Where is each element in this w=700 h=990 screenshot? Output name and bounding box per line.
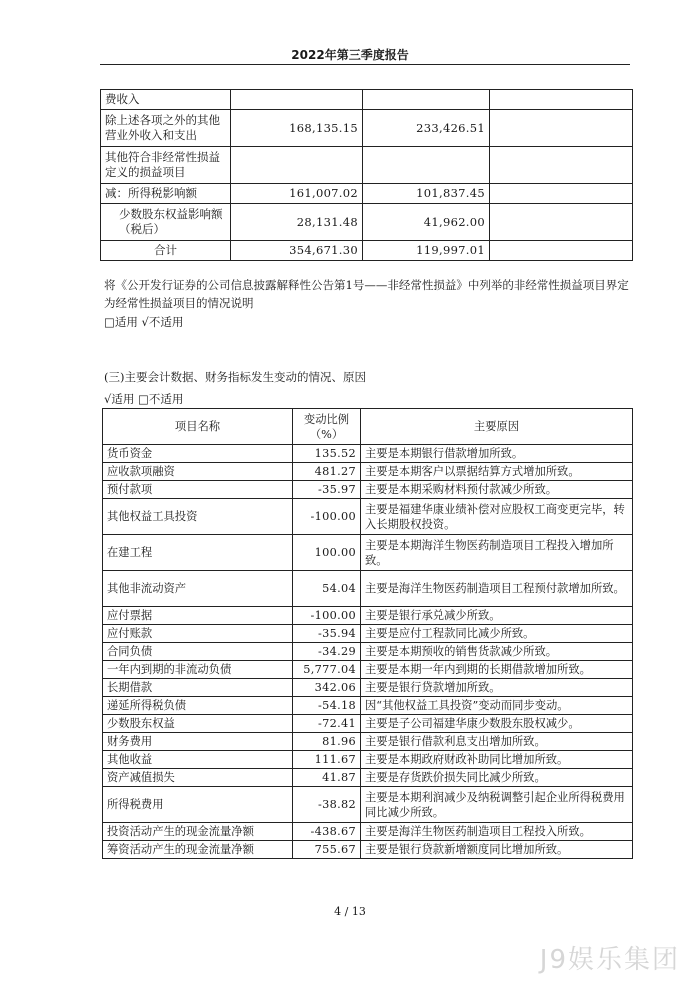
change-ratio-cell: -72.41 bbox=[293, 715, 361, 733]
reason-cell: 主要是银行贷款增加所致。 bbox=[361, 679, 633, 697]
table-row bbox=[103, 643, 633, 661]
item-name-cell: 其他收益 bbox=[103, 751, 293, 769]
row-label: 减：所得税影响额 bbox=[101, 184, 231, 204]
reason-cell: 主要是本期客户以票据结算方式增加所致。 bbox=[361, 463, 633, 481]
item-name-cell: 投资活动产生的现金流量净额 bbox=[103, 823, 293, 841]
item-name-cell: 应收款项融资 bbox=[103, 463, 293, 481]
reason-cell: 主要是本期银行借款增加所致。 bbox=[361, 445, 633, 463]
row-label: 其他符合非经常性损益定义的损益项目 bbox=[101, 147, 231, 184]
cell-value bbox=[231, 90, 363, 110]
item-name-cell: 所得税费用 bbox=[103, 787, 293, 823]
item-name-cell: 筹资活动产生的现金流量净额 bbox=[103, 841, 293, 859]
change-ratio-cell: 111.67 bbox=[293, 751, 361, 769]
table-row bbox=[103, 607, 633, 625]
table-row bbox=[103, 715, 633, 733]
change-ratio-cell: -34.29 bbox=[293, 643, 361, 661]
table-row bbox=[103, 481, 633, 499]
change-ratio-cell: -100.00 bbox=[293, 499, 361, 535]
report-title: 2022年第三季度报告 bbox=[291, 48, 409, 62]
change-ratio-cell: -35.97 bbox=[293, 481, 361, 499]
reason-cell: 主要是银行承兑减少所致。 bbox=[361, 607, 633, 625]
watermark-logo: J9娱乐集团 bbox=[539, 945, 680, 975]
table-row bbox=[103, 823, 633, 841]
cell-value bbox=[490, 241, 633, 261]
item-name-cell: 财务费用 bbox=[103, 733, 293, 751]
table-row bbox=[103, 787, 633, 823]
non-recurring-table bbox=[100, 89, 633, 261]
table-row bbox=[103, 535, 633, 571]
change-ratio-cell: 481.27 bbox=[293, 463, 361, 481]
table-row bbox=[103, 733, 633, 751]
cell-value: 161,007.02 bbox=[231, 184, 363, 204]
header-change-ratio: 变动比例（%） bbox=[293, 409, 361, 445]
change-ratio-cell: 81.96 bbox=[293, 733, 361, 751]
applicability-option: □适用 √不适用 bbox=[104, 315, 184, 329]
applicability-option: √适用 □不适用 bbox=[104, 392, 184, 406]
table-row bbox=[101, 204, 633, 241]
item-name-cell: 在建工程 bbox=[103, 535, 293, 571]
reason-cell: 主要是本期一年内到期的长期借款增加所致。 bbox=[361, 661, 633, 679]
header-main-reason: 主要原因 bbox=[361, 409, 633, 445]
cell-value: 28,131.48 bbox=[231, 204, 363, 241]
cell-value bbox=[363, 90, 490, 110]
row-label: 少数股东权益影响额（税后） bbox=[101, 204, 231, 241]
item-name-cell: 递延所得税负债 bbox=[103, 697, 293, 715]
reason-cell: 主要是本期利润减少及纳税调整引起企业所得税费用同比减少所致。 bbox=[361, 787, 633, 823]
table-row bbox=[101, 110, 633, 147]
table-row bbox=[103, 463, 633, 481]
row-label: 费收入 bbox=[101, 90, 231, 110]
explanation-paragraph: 将《公开发行证券的公司信息披露解释性公告第1号——非经常性损益》中列举的非经常性损益项目界定为经常性损益项目的情况说明 bbox=[104, 278, 629, 310]
item-name-cell: 其他非流动资产 bbox=[103, 571, 293, 607]
table-row bbox=[103, 661, 633, 679]
cell-value: 354,671.30 bbox=[231, 241, 363, 261]
table-row bbox=[101, 147, 633, 184]
item-name-cell: 预付款项 bbox=[103, 481, 293, 499]
item-name-cell: 应付票据 bbox=[103, 607, 293, 625]
row-label: 除上述各项之外的其他营业外收入和支出 bbox=[101, 110, 231, 147]
item-name-cell: 其他权益工具投资 bbox=[103, 499, 293, 535]
table-row bbox=[103, 697, 633, 715]
change-ratio-cell: 5,777.04 bbox=[293, 661, 361, 679]
reason-cell: 主要是海洋生物医药制造项目工程投入所致。 bbox=[361, 823, 633, 841]
change-ratio-cell: -35.94 bbox=[293, 625, 361, 643]
row-label: 合计 bbox=[101, 241, 231, 261]
change-ratio-cell: -38.82 bbox=[293, 787, 361, 823]
reason-cell: 主要是本期预收的销售货款减少所致。 bbox=[361, 643, 633, 661]
cell-value: 119,997.01 bbox=[363, 241, 490, 261]
table-row bbox=[103, 625, 633, 643]
reason-cell: 主要是银行贷款新增额度同比增加所致。 bbox=[361, 841, 633, 859]
change-ratio-cell: -54.18 bbox=[293, 697, 361, 715]
change-ratio-cell: 100.00 bbox=[293, 535, 361, 571]
item-name-cell: 资产减值损失 bbox=[103, 769, 293, 787]
reason-cell: 因“其他权益工具投资”变动而同步变动。 bbox=[361, 697, 633, 715]
change-ratio-cell: 41.87 bbox=[293, 769, 361, 787]
reason-cell: 主要是本期采购材料预付款减少所致。 bbox=[361, 481, 633, 499]
reason-cell: 主要是存货跌价损失同比减少所致。 bbox=[361, 769, 633, 787]
reason-cell: 主要是子公司福建华康少数股东股权减少。 bbox=[361, 715, 633, 733]
cell-value bbox=[490, 110, 633, 147]
reason-cell: 主要是海洋生物医药制造项目工程预付款增加所致。 bbox=[361, 571, 633, 607]
table-row bbox=[103, 769, 633, 787]
reason-cell: 主要是本期政府财政补助同比增加所致。 bbox=[361, 751, 633, 769]
cell-value: 41,962.00 bbox=[363, 204, 490, 241]
cell-value bbox=[490, 204, 633, 241]
change-ratio-cell: 54.04 bbox=[293, 571, 361, 607]
cell-value bbox=[363, 147, 490, 184]
item-name-cell: 长期借款 bbox=[103, 679, 293, 697]
cell-value bbox=[490, 184, 633, 204]
change-ratio-cell: -438.67 bbox=[293, 823, 361, 841]
reason-cell: 主要是应付工程款同比减少所致。 bbox=[361, 625, 633, 643]
change-ratio-cell: 135.52 bbox=[293, 445, 361, 463]
table-header-row bbox=[103, 409, 633, 445]
table-row bbox=[101, 184, 633, 204]
table-row bbox=[103, 445, 633, 463]
reason-cell: 主要是本期海洋生物医药制造项目工程投入增加所致。 bbox=[361, 535, 633, 571]
table-row bbox=[103, 571, 633, 607]
reason-cell: 主要是福建华康业绩补偿对应股权工商变更完毕，转入长期股权投资。 bbox=[361, 499, 633, 535]
table-row bbox=[101, 90, 633, 110]
table-row bbox=[101, 241, 633, 261]
table-row bbox=[103, 841, 633, 859]
change-ratio-cell: 755.67 bbox=[293, 841, 361, 859]
reason-cell: 主要是银行借款利息支出增加所致。 bbox=[361, 733, 633, 751]
change-ratio-cell: -100.00 bbox=[293, 607, 361, 625]
cell-value: 101,837.45 bbox=[363, 184, 490, 204]
item-name-cell: 一年内到期的非流动负债 bbox=[103, 661, 293, 679]
cell-value: 168,135.15 bbox=[231, 110, 363, 147]
cell-value bbox=[231, 147, 363, 184]
cell-value bbox=[490, 147, 633, 184]
header-item-name: 项目名称 bbox=[103, 409, 293, 445]
item-name-cell: 应付账款 bbox=[103, 625, 293, 643]
change-ratio-cell: 342.06 bbox=[293, 679, 361, 697]
table-row bbox=[103, 679, 633, 697]
header-rule bbox=[100, 64, 630, 65]
item-name-cell: 少数股东权益 bbox=[103, 715, 293, 733]
cell-value bbox=[490, 90, 633, 110]
cell-value: 233,426.51 bbox=[363, 110, 490, 147]
page-number: 4 / 13 bbox=[334, 905, 366, 918]
item-name-cell: 货币资金 bbox=[103, 445, 293, 463]
change-table bbox=[102, 408, 633, 859]
item-name-cell: 合同负债 bbox=[103, 643, 293, 661]
table-row bbox=[103, 751, 633, 769]
table-row bbox=[103, 499, 633, 535]
section-heading: (三)主要会计数据、财务指标发生变动的情况、原因 bbox=[104, 370, 366, 384]
